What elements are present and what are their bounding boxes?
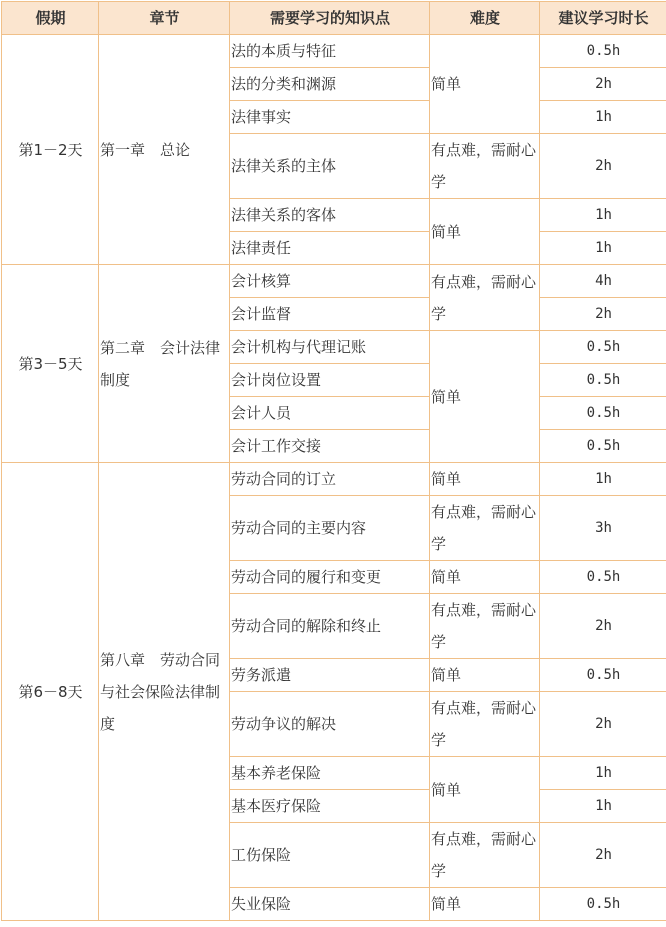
topic-cell: 会计核算: [230, 265, 430, 298]
topic-cell: 劳务派遣: [230, 659, 430, 692]
difficulty-cell: 有点难，需耐心学: [430, 594, 540, 659]
topic-cell: 会计人员: [230, 397, 430, 430]
topic-cell: 法的分类和渊源: [230, 68, 430, 101]
hours-cell: 2h: [540, 594, 666, 659]
hours-cell: 0.5h: [540, 659, 666, 692]
topic-cell: 工伤保险: [230, 823, 430, 888]
hours-cell: 2h: [540, 692, 666, 757]
header-chapter: 章节: [99, 2, 230, 35]
topic-cell: 会计监督: [230, 298, 430, 331]
header-row: [2, 2, 666, 35]
chapter-cell: 第八章 劳动合同与社会保险法律制度: [99, 463, 230, 921]
hours-cell: 2h: [540, 823, 666, 888]
difficulty-cell: 有点难，需耐心学: [430, 496, 540, 561]
difficulty-cell: 有点难，需耐心学: [430, 265, 540, 331]
period-cell: 第6－8天: [2, 463, 99, 921]
topic-cell: 法律关系的主体: [230, 134, 430, 199]
topic-cell: 法律关系的客体: [230, 199, 430, 232]
hours-cell: 0.5h: [540, 397, 666, 430]
header-topic: 需要学习的知识点: [230, 2, 430, 35]
hours-cell: 2h: [540, 298, 666, 331]
difficulty-cell: 有点难，需耐心学: [430, 692, 540, 757]
topic-cell: 会计工作交接: [230, 430, 430, 463]
topic-cell: 法律事实: [230, 101, 430, 134]
difficulty-cell: 简单: [430, 659, 540, 692]
period-cell: 第1－2天: [2, 35, 99, 265]
hours-cell: 0.5h: [540, 364, 666, 397]
hours-cell: 0.5h: [540, 331, 666, 364]
hours-cell: 1h: [540, 199, 666, 232]
difficulty-cell: 简单: [430, 35, 540, 134]
hours-cell: 1h: [540, 757, 666, 790]
hours-cell: 1h: [540, 463, 666, 496]
topic-cell: 法律责任: [230, 232, 430, 265]
difficulty-cell: 简单: [430, 888, 540, 921]
table-row: [2, 463, 666, 496]
hours-cell: 0.5h: [540, 561, 666, 594]
header-difficulty: 难度: [430, 2, 540, 35]
topic-cell: 劳动合同的解除和终止: [230, 594, 430, 659]
difficulty-cell: 简单: [430, 757, 540, 823]
header-hours: 建议学习时长: [540, 2, 666, 35]
topic-cell: 劳动合同的主要内容: [230, 496, 430, 561]
chapter-cell: 第二章 会计法律制度: [99, 265, 230, 463]
hours-cell: 2h: [540, 68, 666, 101]
topic-cell: 基本医疗保险: [230, 790, 430, 823]
topic-cell: 劳动合同的履行和变更: [230, 561, 430, 594]
topic-cell: 会计机构与代理记账: [230, 331, 430, 364]
topic-cell: 失业保险: [230, 888, 430, 921]
table-row: [2, 35, 666, 68]
difficulty-cell: 有点难，需耐心学: [430, 823, 540, 888]
difficulty-cell: 简单: [430, 463, 540, 496]
topic-cell: 劳动争议的解决: [230, 692, 430, 757]
difficulty-cell: 简单: [430, 561, 540, 594]
period-cell: 第3－5天: [2, 265, 99, 463]
topic-cell: 会计岗位设置: [230, 364, 430, 397]
hours-cell: 1h: [540, 232, 666, 265]
chapter-cell: 第一章 总论: [99, 35, 230, 265]
difficulty-cell: 有点难，需耐心学: [430, 134, 540, 199]
study-plan-table: [1, 1, 666, 921]
hours-cell: 3h: [540, 496, 666, 561]
difficulty-cell: 简单: [430, 199, 540, 265]
difficulty-cell: 简单: [430, 331, 540, 463]
hours-cell: 0.5h: [540, 430, 666, 463]
hours-cell: 0.5h: [540, 888, 666, 921]
topic-cell: 法的本质与特征: [230, 35, 430, 68]
hours-cell: 0.5h: [540, 35, 666, 68]
table-body: [2, 35, 666, 921]
hours-cell: 4h: [540, 265, 666, 298]
topic-cell: 基本养老保险: [230, 757, 430, 790]
topic-cell: 劳动合同的订立: [230, 463, 430, 496]
hours-cell: 2h: [540, 134, 666, 199]
hours-cell: 1h: [540, 790, 666, 823]
hours-cell: 1h: [540, 101, 666, 134]
header-period: 假期: [2, 2, 99, 35]
table-row: [2, 265, 666, 298]
